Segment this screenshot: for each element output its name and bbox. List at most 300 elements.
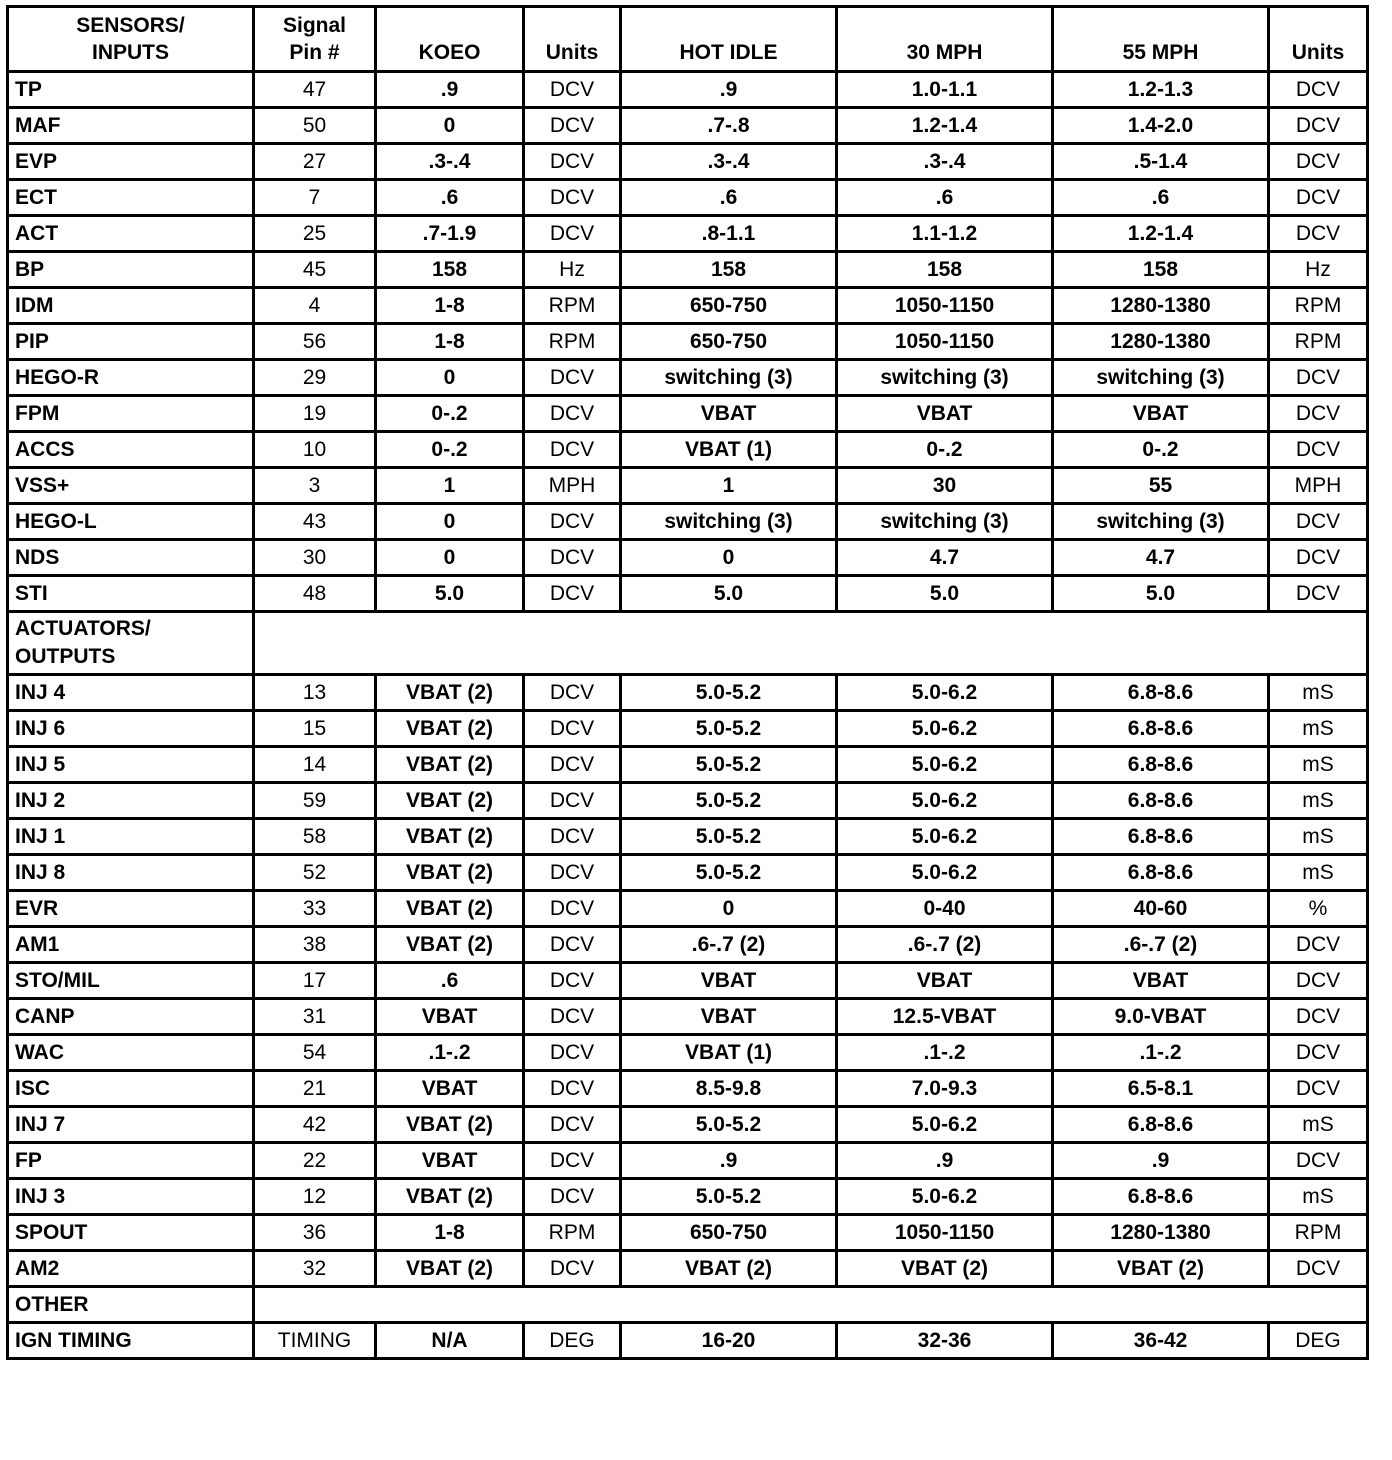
cell-units: DCV — [524, 747, 621, 783]
cell-pin: 10 — [254, 432, 376, 468]
cell-units: DCV — [524, 1143, 621, 1179]
cell-name: CANP — [8, 999, 254, 1035]
sensor-row — [8, 432, 1368, 468]
cell-koeo: 1-8 — [376, 1215, 524, 1251]
cell-units: DEG — [524, 1323, 621, 1359]
cell-55-mph: 40-60 — [1053, 891, 1269, 927]
col-header-units: Units — [524, 7, 621, 72]
cell-koeo: 0 — [376, 360, 524, 396]
cell-koeo: 1-8 — [376, 288, 524, 324]
cell-units: DCV — [524, 783, 621, 819]
cell-hot-idle: 5.0-5.2 — [621, 819, 837, 855]
cell-hot-idle: 0 — [621, 891, 837, 927]
cell-55-mph: .1-.2 — [1053, 1035, 1269, 1071]
cell-pin: 14 — [254, 747, 376, 783]
cell-55-mph: 1.2-1.3 — [1053, 72, 1269, 108]
sensor-row — [8, 360, 1368, 396]
col-header-30-mph: 30 MPH — [837, 7, 1053, 72]
cell-units-2: MPH — [1269, 468, 1368, 504]
cell-pin: 30 — [254, 540, 376, 576]
cell-55-mph: VBAT — [1053, 396, 1269, 432]
cell-30-mph: VBAT — [837, 396, 1053, 432]
cell-hot-idle: 5.0-5.2 — [621, 675, 837, 711]
cell-name: MAF — [8, 108, 254, 144]
cell-pin: 58 — [254, 819, 376, 855]
cell-name: TP — [8, 72, 254, 108]
cell-units-2: DCV — [1269, 927, 1368, 963]
cell-units-2: DCV — [1269, 144, 1368, 180]
cell-units-2: DCV — [1269, 963, 1368, 999]
cell-30-mph: 1.0-1.1 — [837, 72, 1053, 108]
cell-units: DCV — [524, 1251, 621, 1287]
cell-30-mph: 7.0-9.3 — [837, 1071, 1053, 1107]
cell-units-2: DCV — [1269, 999, 1368, 1035]
cell-hot-idle: .8-1.1 — [621, 216, 837, 252]
cell-55-mph: .5-1.4 — [1053, 144, 1269, 180]
cell-30-mph: 5.0-6.2 — [837, 819, 1053, 855]
cell-name: ECT — [8, 180, 254, 216]
cell-30-mph: 5.0-6.2 — [837, 783, 1053, 819]
cell-30-mph: 32-36 — [837, 1323, 1053, 1359]
cell-units-2: DCV — [1269, 504, 1368, 540]
cell-units-2: RPM — [1269, 324, 1368, 360]
cell-pin: 38 — [254, 927, 376, 963]
actuator-row — [8, 1179, 1368, 1215]
cell-units: DCV — [524, 396, 621, 432]
cell-units-2: DCV — [1269, 1035, 1368, 1071]
cell-hot-idle: 650-750 — [621, 324, 837, 360]
cell-name: PIP — [8, 324, 254, 360]
cell-name: ACCS — [8, 432, 254, 468]
cell-30-mph: 5.0-6.2 — [837, 675, 1053, 711]
cell-units-2: DCV — [1269, 1251, 1368, 1287]
cell-hot-idle: 5.0 — [621, 576, 837, 612]
cell-hot-idle: 650-750 — [621, 288, 837, 324]
actuator-row — [8, 1215, 1368, 1251]
cell-units-2: DCV — [1269, 1071, 1368, 1107]
cell-name: AM1 — [8, 927, 254, 963]
cell-units-2: DEG — [1269, 1323, 1368, 1359]
cell-name: ACT — [8, 216, 254, 252]
cell-55-mph: 6.8-8.6 — [1053, 711, 1269, 747]
cell-30-mph: 4.7 — [837, 540, 1053, 576]
cell-units: DCV — [524, 1071, 621, 1107]
cell-30-mph: 30 — [837, 468, 1053, 504]
col-header-55-mph: 55 MPH — [1053, 7, 1269, 72]
cell-koeo: .1-.2 — [376, 1035, 524, 1071]
cell-pin: 17 — [254, 963, 376, 999]
cell-pin: 29 — [254, 360, 376, 396]
sensor-row — [8, 504, 1368, 540]
cell-units: RPM — [524, 1215, 621, 1251]
cell-55-mph: .6-.7 (2) — [1053, 927, 1269, 963]
cell-units: MPH — [524, 468, 621, 504]
cell-name: INJ 5 — [8, 747, 254, 783]
cell-name: INJ 4 — [8, 675, 254, 711]
cell-name: EVP — [8, 144, 254, 180]
cell-30-mph: switching (3) — [837, 504, 1053, 540]
cell-koeo: 0 — [376, 108, 524, 144]
cell-units: DCV — [524, 963, 621, 999]
cell-pin: 56 — [254, 324, 376, 360]
actuators-section — [8, 675, 1368, 1287]
actuator-row — [8, 783, 1368, 819]
cell-30-mph: VBAT — [837, 963, 1053, 999]
cell-55-mph: 55 — [1053, 468, 1269, 504]
cell-hot-idle: .6 — [621, 180, 837, 216]
cell-koeo: VBAT (2) — [376, 711, 524, 747]
cell-koeo: .7-1.9 — [376, 216, 524, 252]
cell-hot-idle: VBAT — [621, 963, 837, 999]
cell-units: DCV — [524, 711, 621, 747]
cell-hot-idle: 5.0-5.2 — [621, 1107, 837, 1143]
cell-units-2: mS — [1269, 747, 1368, 783]
col-header-sensors: SENSORS/ INPUTS — [8, 7, 254, 72]
sensor-spec-table — [6, 5, 1369, 1360]
cell-koeo: 1-8 — [376, 324, 524, 360]
cell-koeo: VBAT — [376, 999, 524, 1035]
cell-hot-idle: 8.5-9.8 — [621, 1071, 837, 1107]
cell-hot-idle: 650-750 — [621, 1215, 837, 1251]
cell-55-mph: 158 — [1053, 252, 1269, 288]
section-spacer — [254, 612, 1368, 675]
cell-pin: 42 — [254, 1107, 376, 1143]
cell-koeo: .9 — [376, 72, 524, 108]
cell-name: STO/MIL — [8, 963, 254, 999]
other-section — [8, 1323, 1368, 1359]
actuators-section-label: ACTUATORS/ OUTPUTS — [8, 612, 254, 675]
section-spacer — [254, 1287, 1368, 1323]
cell-name: HEGO-R — [8, 360, 254, 396]
sensor-row — [8, 324, 1368, 360]
cell-units: RPM — [524, 288, 621, 324]
cell-hot-idle: 5.0-5.2 — [621, 783, 837, 819]
cell-name: VSS+ — [8, 468, 254, 504]
actuator-row — [8, 927, 1368, 963]
cell-pin: 7 — [254, 180, 376, 216]
other-section-label: OTHER — [8, 1287, 254, 1323]
cell-pin: 54 — [254, 1035, 376, 1071]
cell-30-mph: 5.0-6.2 — [837, 1179, 1053, 1215]
cell-pin: 27 — [254, 144, 376, 180]
cell-hot-idle: 16-20 — [621, 1323, 837, 1359]
cell-units: DCV — [524, 1035, 621, 1071]
cell-pin: 36 — [254, 1215, 376, 1251]
cell-55-mph: 6.5-8.1 — [1053, 1071, 1269, 1107]
cell-55-mph: 6.8-8.6 — [1053, 1179, 1269, 1215]
cell-pin: 25 — [254, 216, 376, 252]
cell-units-2: mS — [1269, 783, 1368, 819]
sensor-row — [8, 468, 1368, 504]
col-header-koeo: KOEO — [376, 7, 524, 72]
cell-pin: TIMING — [254, 1323, 376, 1359]
col-header-hot-idle: HOT IDLE — [621, 7, 837, 72]
cell-units: DCV — [524, 891, 621, 927]
cell-pin: 33 — [254, 891, 376, 927]
cell-units-2: mS — [1269, 1107, 1368, 1143]
cell-55-mph: 6.8-8.6 — [1053, 1107, 1269, 1143]
cell-hot-idle: .9 — [621, 72, 837, 108]
cell-koeo: VBAT (2) — [376, 891, 524, 927]
cell-pin: 47 — [254, 72, 376, 108]
cell-30-mph: VBAT (2) — [837, 1251, 1053, 1287]
cell-koeo: VBAT — [376, 1071, 524, 1107]
cell-name: INJ 6 — [8, 711, 254, 747]
cell-pin: 21 — [254, 1071, 376, 1107]
sensor-row — [8, 288, 1368, 324]
actuator-row — [8, 675, 1368, 711]
cell-units: DCV — [524, 1107, 621, 1143]
sensor-row — [8, 180, 1368, 216]
cell-55-mph: 9.0-VBAT — [1053, 999, 1269, 1035]
actuator-row — [8, 1251, 1368, 1287]
cell-units: DCV — [524, 108, 621, 144]
cell-30-mph: 5.0-6.2 — [837, 711, 1053, 747]
cell-30-mph: 1.2-1.4 — [837, 108, 1053, 144]
cell-30-mph: .3-.4 — [837, 144, 1053, 180]
actuators-header-section — [8, 612, 1368, 675]
cell-units: DCV — [524, 360, 621, 396]
cell-pin: 32 — [254, 1251, 376, 1287]
cell-55-mph: 0-.2 — [1053, 432, 1269, 468]
actuator-row — [8, 999, 1368, 1035]
sensor-row — [8, 540, 1368, 576]
cell-koeo: .6 — [376, 963, 524, 999]
cell-55-mph: 1.2-1.4 — [1053, 216, 1269, 252]
cell-55-mph: 36-42 — [1053, 1323, 1269, 1359]
cell-pin: 50 — [254, 108, 376, 144]
cell-koeo: 0-.2 — [376, 432, 524, 468]
cell-koeo: VBAT (2) — [376, 855, 524, 891]
cell-30-mph: .6-.7 (2) — [837, 927, 1053, 963]
cell-hot-idle: VBAT (1) — [621, 1035, 837, 1071]
cell-hot-idle: .7-.8 — [621, 108, 837, 144]
cell-units: DCV — [524, 927, 621, 963]
cell-units: DCV — [524, 576, 621, 612]
cell-units: DCV — [524, 144, 621, 180]
cell-units-2: DCV — [1269, 1143, 1368, 1179]
cell-name: SPOUT — [8, 1215, 254, 1251]
cell-hot-idle: .6-.7 (2) — [621, 927, 837, 963]
cell-55-mph: 4.7 — [1053, 540, 1269, 576]
cell-pin: 45 — [254, 252, 376, 288]
cell-pin: 59 — [254, 783, 376, 819]
cell-hot-idle: .3-.4 — [621, 144, 837, 180]
cell-units-2: % — [1269, 891, 1368, 927]
cell-koeo: 0 — [376, 540, 524, 576]
cell-units: Hz — [524, 252, 621, 288]
sensor-row — [8, 252, 1368, 288]
cell-units-2: mS — [1269, 819, 1368, 855]
cell-hot-idle: 1 — [621, 468, 837, 504]
cell-koeo: VBAT (2) — [376, 783, 524, 819]
col-header-units-2: Units — [1269, 7, 1368, 72]
cell-30-mph: 0-.2 — [837, 432, 1053, 468]
cell-hot-idle: 5.0-5.2 — [621, 747, 837, 783]
cell-30-mph: 1050-1150 — [837, 288, 1053, 324]
cell-name: NDS — [8, 540, 254, 576]
cell-30-mph: .1-.2 — [837, 1035, 1053, 1071]
cell-pin: 43 — [254, 504, 376, 540]
cell-30-mph: 158 — [837, 252, 1053, 288]
cell-units-2: DCV — [1269, 180, 1368, 216]
cell-koeo: 158 — [376, 252, 524, 288]
actuator-row — [8, 963, 1368, 999]
cell-30-mph: switching (3) — [837, 360, 1053, 396]
cell-koeo: 0-.2 — [376, 396, 524, 432]
cell-hot-idle: switching (3) — [621, 360, 837, 396]
sensor-row — [8, 216, 1368, 252]
cell-30-mph: 12.5-VBAT — [837, 999, 1053, 1035]
actuator-row — [8, 1035, 1368, 1071]
cell-units: DCV — [524, 432, 621, 468]
cell-units: DCV — [524, 216, 621, 252]
cell-name: AM2 — [8, 1251, 254, 1287]
cell-hot-idle: VBAT (2) — [621, 1251, 837, 1287]
sensors-section — [8, 72, 1368, 612]
cell-55-mph: .9 — [1053, 1143, 1269, 1179]
sensor-row — [8, 576, 1368, 612]
cell-units: RPM — [524, 324, 621, 360]
cell-pin: 3 — [254, 468, 376, 504]
actuator-row — [8, 891, 1368, 927]
cell-name: IDM — [8, 288, 254, 324]
cell-55-mph: VBAT (2) — [1053, 1251, 1269, 1287]
cell-55-mph: 1280-1380 — [1053, 288, 1269, 324]
actuator-row — [8, 1143, 1368, 1179]
cell-koeo: VBAT (2) — [376, 747, 524, 783]
cell-hot-idle: switching (3) — [621, 504, 837, 540]
cell-55-mph: 6.8-8.6 — [1053, 819, 1269, 855]
cell-30-mph: 1.1-1.2 — [837, 216, 1053, 252]
cell-units-2: Hz — [1269, 252, 1368, 288]
cell-55-mph: .6 — [1053, 180, 1269, 216]
sensor-row — [8, 108, 1368, 144]
cell-pin: 12 — [254, 1179, 376, 1215]
actuator-row — [8, 747, 1368, 783]
cell-name: BP — [8, 252, 254, 288]
cell-hot-idle: 5.0-5.2 — [621, 855, 837, 891]
cell-koeo: 5.0 — [376, 576, 524, 612]
cell-koeo: .6 — [376, 180, 524, 216]
cell-name: FPM — [8, 396, 254, 432]
cell-koeo: VBAT (2) — [376, 1107, 524, 1143]
cell-hot-idle: VBAT (1) — [621, 432, 837, 468]
actuator-row — [8, 1071, 1368, 1107]
cell-55-mph: 1.4-2.0 — [1053, 108, 1269, 144]
cell-name: INJ 3 — [8, 1179, 254, 1215]
cell-units-2: DCV — [1269, 72, 1368, 108]
cell-30-mph: 1050-1150 — [837, 324, 1053, 360]
cell-55-mph: 6.8-8.6 — [1053, 783, 1269, 819]
cell-30-mph: 5.0 — [837, 576, 1053, 612]
cell-55-mph: 6.8-8.6 — [1053, 675, 1269, 711]
cell-units: DCV — [524, 999, 621, 1035]
cell-koeo: VBAT (2) — [376, 819, 524, 855]
cell-units-2: mS — [1269, 675, 1368, 711]
cell-units-2: mS — [1269, 711, 1368, 747]
cell-units: DCV — [524, 855, 621, 891]
cell-hot-idle: VBAT — [621, 396, 837, 432]
cell-koeo: N/A — [376, 1323, 524, 1359]
cell-units-2: DCV — [1269, 216, 1368, 252]
cell-name: EVR — [8, 891, 254, 927]
cell-units-2: DCV — [1269, 396, 1368, 432]
actuator-row — [8, 711, 1368, 747]
sensor-row — [8, 396, 1368, 432]
cell-units: DCV — [524, 1179, 621, 1215]
cell-pin: 4 — [254, 288, 376, 324]
cell-55-mph: 6.8-8.6 — [1053, 747, 1269, 783]
cell-hot-idle: 5.0-5.2 — [621, 711, 837, 747]
sensor-row — [8, 72, 1368, 108]
cell-units-2: DCV — [1269, 540, 1368, 576]
cell-hot-idle: VBAT — [621, 999, 837, 1035]
cell-55-mph: 1280-1380 — [1053, 324, 1269, 360]
cell-name: INJ 2 — [8, 783, 254, 819]
cell-koeo: 1 — [376, 468, 524, 504]
cell-pin: 48 — [254, 576, 376, 612]
cell-name: INJ 8 — [8, 855, 254, 891]
cell-30-mph: 5.0-6.2 — [837, 747, 1053, 783]
cell-units: DCV — [524, 819, 621, 855]
cell-units-2: DCV — [1269, 360, 1368, 396]
cell-hot-idle: 0 — [621, 540, 837, 576]
cell-units-2: mS — [1269, 855, 1368, 891]
cell-name: ISC — [8, 1071, 254, 1107]
cell-units-2: DCV — [1269, 576, 1368, 612]
cell-30-mph: .6 — [837, 180, 1053, 216]
cell-name: INJ 1 — [8, 819, 254, 855]
cell-55-mph: 5.0 — [1053, 576, 1269, 612]
other-row — [8, 1323, 1368, 1359]
actuator-row — [8, 819, 1368, 855]
cell-55-mph: VBAT — [1053, 963, 1269, 999]
cell-hot-idle: 5.0-5.2 — [621, 1179, 837, 1215]
cell-pin: 19 — [254, 396, 376, 432]
cell-30-mph: .9 — [837, 1143, 1053, 1179]
cell-30-mph: 5.0-6.2 — [837, 855, 1053, 891]
cell-units-2: RPM — [1269, 1215, 1368, 1251]
cell-name: INJ 7 — [8, 1107, 254, 1143]
cell-koeo: VBAT (2) — [376, 1251, 524, 1287]
header-row — [8, 7, 1368, 72]
cell-name: STI — [8, 576, 254, 612]
cell-pin: 13 — [254, 675, 376, 711]
sensor-row — [8, 144, 1368, 180]
actuator-row — [8, 855, 1368, 891]
cell-name: HEGO-L — [8, 504, 254, 540]
cell-name: FP — [8, 1143, 254, 1179]
cell-55-mph: 1280-1380 — [1053, 1215, 1269, 1251]
cell-hot-idle: 158 — [621, 252, 837, 288]
cell-units-2: mS — [1269, 1179, 1368, 1215]
actuators-header-row — [8, 612, 1368, 675]
cell-units: DCV — [524, 504, 621, 540]
cell-pin: 15 — [254, 711, 376, 747]
cell-units: DCV — [524, 540, 621, 576]
cell-units-2: DCV — [1269, 108, 1368, 144]
cell-pin: 52 — [254, 855, 376, 891]
cell-units-2: RPM — [1269, 288, 1368, 324]
cell-55-mph: 6.8-8.6 — [1053, 855, 1269, 891]
cell-units: DCV — [524, 72, 621, 108]
cell-hot-idle: .9 — [621, 1143, 837, 1179]
cell-55-mph: switching (3) — [1053, 360, 1269, 396]
cell-koeo: VBAT (2) — [376, 1179, 524, 1215]
cell-koeo: 0 — [376, 504, 524, 540]
cell-koeo: VBAT (2) — [376, 675, 524, 711]
